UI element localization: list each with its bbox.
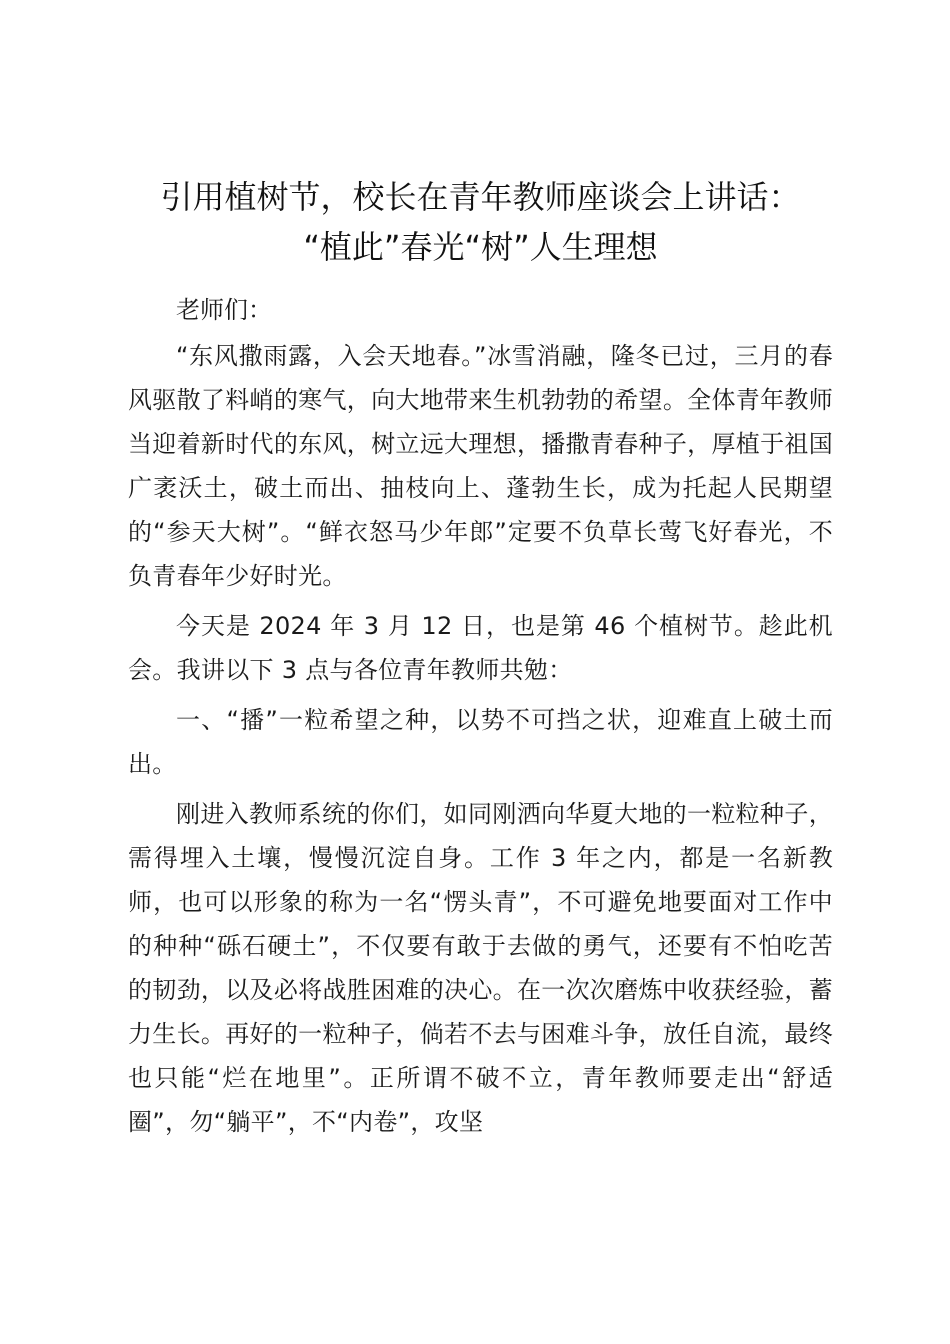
title-line-1: 引用植树节，校长在青年教师座谈会上讲话： [160, 178, 801, 216]
paragraph-1: “东风撒雨露，入会天地春。”冰雪消融，隆冬已过，三月的春风驱散了料峭的寒气，向大地带来生机勃勃的希望。全体青年教师当迎着新时代的东风，树立远大理想，播撒青春种子，厚植于祖国广袤沃土，破土而出、抽枝向上、蓬勃生长，成为托起人民期望的“参天大树”。“鲜衣怒马少年郎”定要不负草长莺飞好春光，不负青春年少好时光。 [128, 342, 833, 590]
title-line-2: “植此”春光“树”人生理想 [303, 228, 658, 266]
section-heading-1: 一、“播”一粒希望之种，以势不可挡之状，迎难直上破土而出。 [128, 706, 833, 778]
greeting: 老师们： [176, 296, 272, 324]
paragraph-2: 今天是 2024 年 3 月 12 日，也是第 46 个植树节。趁此机会。我讲以下 3 点与各位青年教师共勉： [128, 612, 833, 684]
document-body [128, 172, 833, 1144]
document-title [128, 172, 833, 272]
paragraph-3: 刚进入教师系统的你们，如同刚洒向华夏大地的一粒粒种子，需得埋入土壤，慢慢沉淀自身。工作 3 年之内，都是一名新教师，也可以形象的称为一名“愣头青”，不可避免地要面对工作中的种种“砾石硬土”，不仅要有敢于去做的勇气，还要有不怕吃苦的韧劲，以及必将战胜困难的决心。在一次次磨炼中收获经验，蓄力生长。再好的一粒种子，倘若不去与困难斗争，放任自流，最终也只能“烂在地里”。正所谓不破不立，青年教师要走出“舒适圈”，勿“躺平”，不“内卷”，攻坚 [128, 800, 833, 1136]
